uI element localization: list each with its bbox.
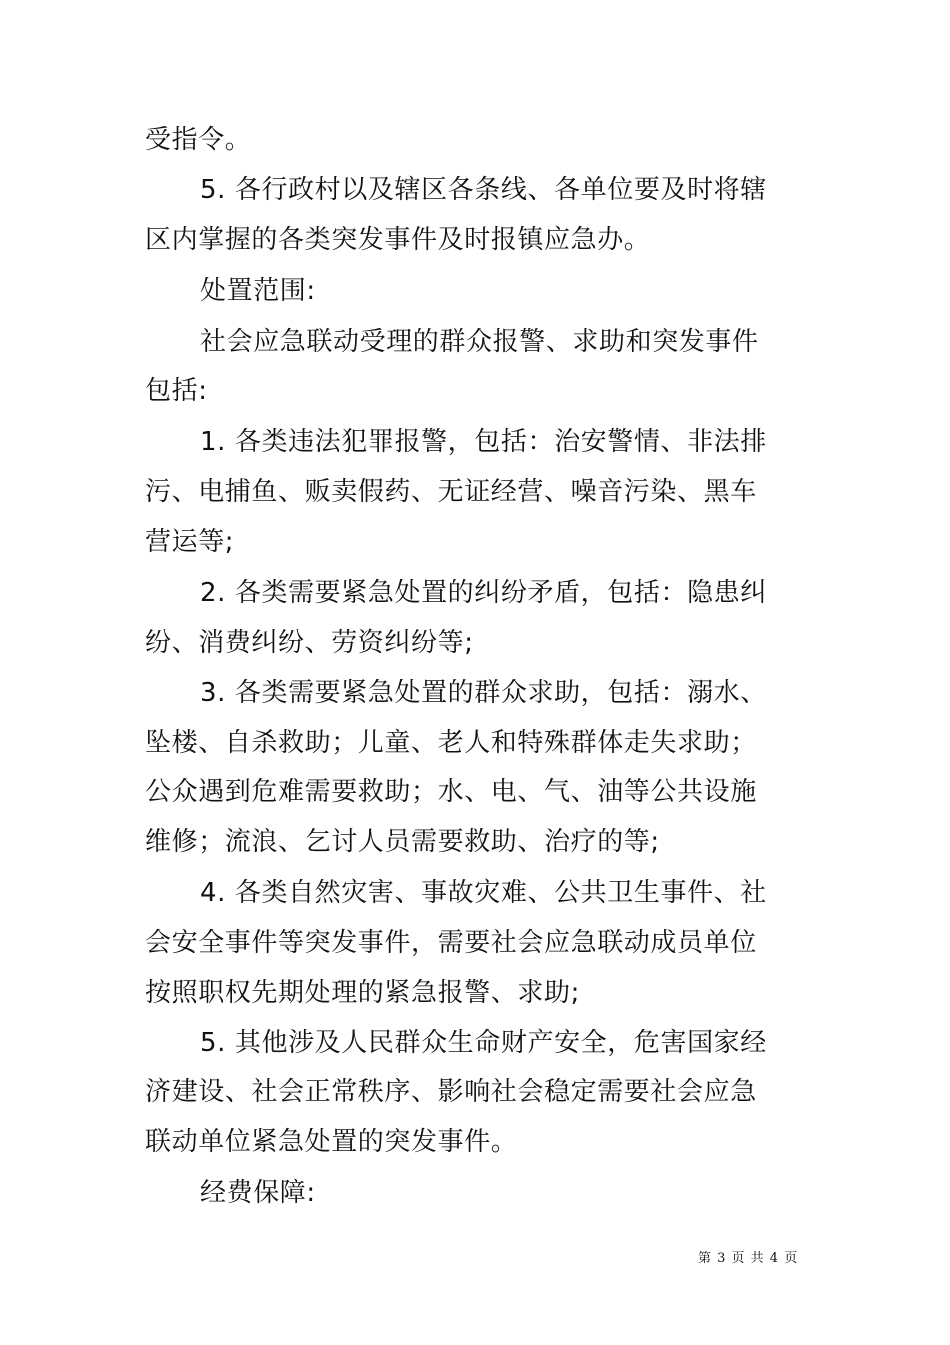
text-line: 会安全事件等突发事件，需要社会应急联动成员单位 xyxy=(145,928,757,958)
text-line: 营运等; xyxy=(145,527,235,557)
text-line: 5. 其他涉及人民群众生命财产安全，危害国家经 xyxy=(200,1028,767,1058)
text-line: 社会应急联动受理的群众报警、求助和突发事件 xyxy=(200,327,759,357)
text-line: 坠楼、自杀救助；儿童、老人和特殊群体走失求助； xyxy=(145,728,757,758)
text-line: 1. 各类违法犯罪报警，包括：治安警情、非法排 xyxy=(200,427,767,457)
text-line: 按照职权先期处理的紧急报警、求助; xyxy=(145,978,580,1008)
section-heading: 处置范围: xyxy=(200,276,316,306)
text-line: 5. 各行政村以及辖区各条线、各单位要及时将辖 xyxy=(200,175,767,205)
text-line: 4. 各类自然灾害、事故灾难、公共卫生事件、社 xyxy=(200,878,767,908)
text-line: 包括: xyxy=(145,376,208,406)
text-line: 区内掌握的各类突发事件及时报镇应急办。 xyxy=(145,225,651,255)
section-heading: 经费保障: xyxy=(200,1178,316,1208)
page-number: 第 3 页 共 4 页 xyxy=(698,1251,799,1266)
text-line: 3. 各类需要紧急处置的群众求助，包括：溺水、 xyxy=(200,678,767,708)
text-line: 公众遇到危难需要救助；水、电、气、油等公共设施 xyxy=(145,777,757,807)
text-line: 受指令。 xyxy=(145,125,252,155)
text-line: 济建设、社会正常秩序、影响社会稳定需要社会应急 xyxy=(145,1077,757,1107)
text-line: 2. 各类需要紧急处置的纠纷矛盾，包括：隐患纠 xyxy=(200,578,767,608)
text-line: 纷、消费纠纷、劳资纠纷等; xyxy=(145,628,474,658)
text-line: 维修；流浪、乞讨人员需要救助、治疗的等; xyxy=(145,827,660,857)
text-line: 污、电捕鱼、贩卖假药、无证经营、噪音污染、黑车 xyxy=(145,477,757,507)
text-line: 联动单位紧急处置的突发事件。 xyxy=(145,1127,518,1157)
